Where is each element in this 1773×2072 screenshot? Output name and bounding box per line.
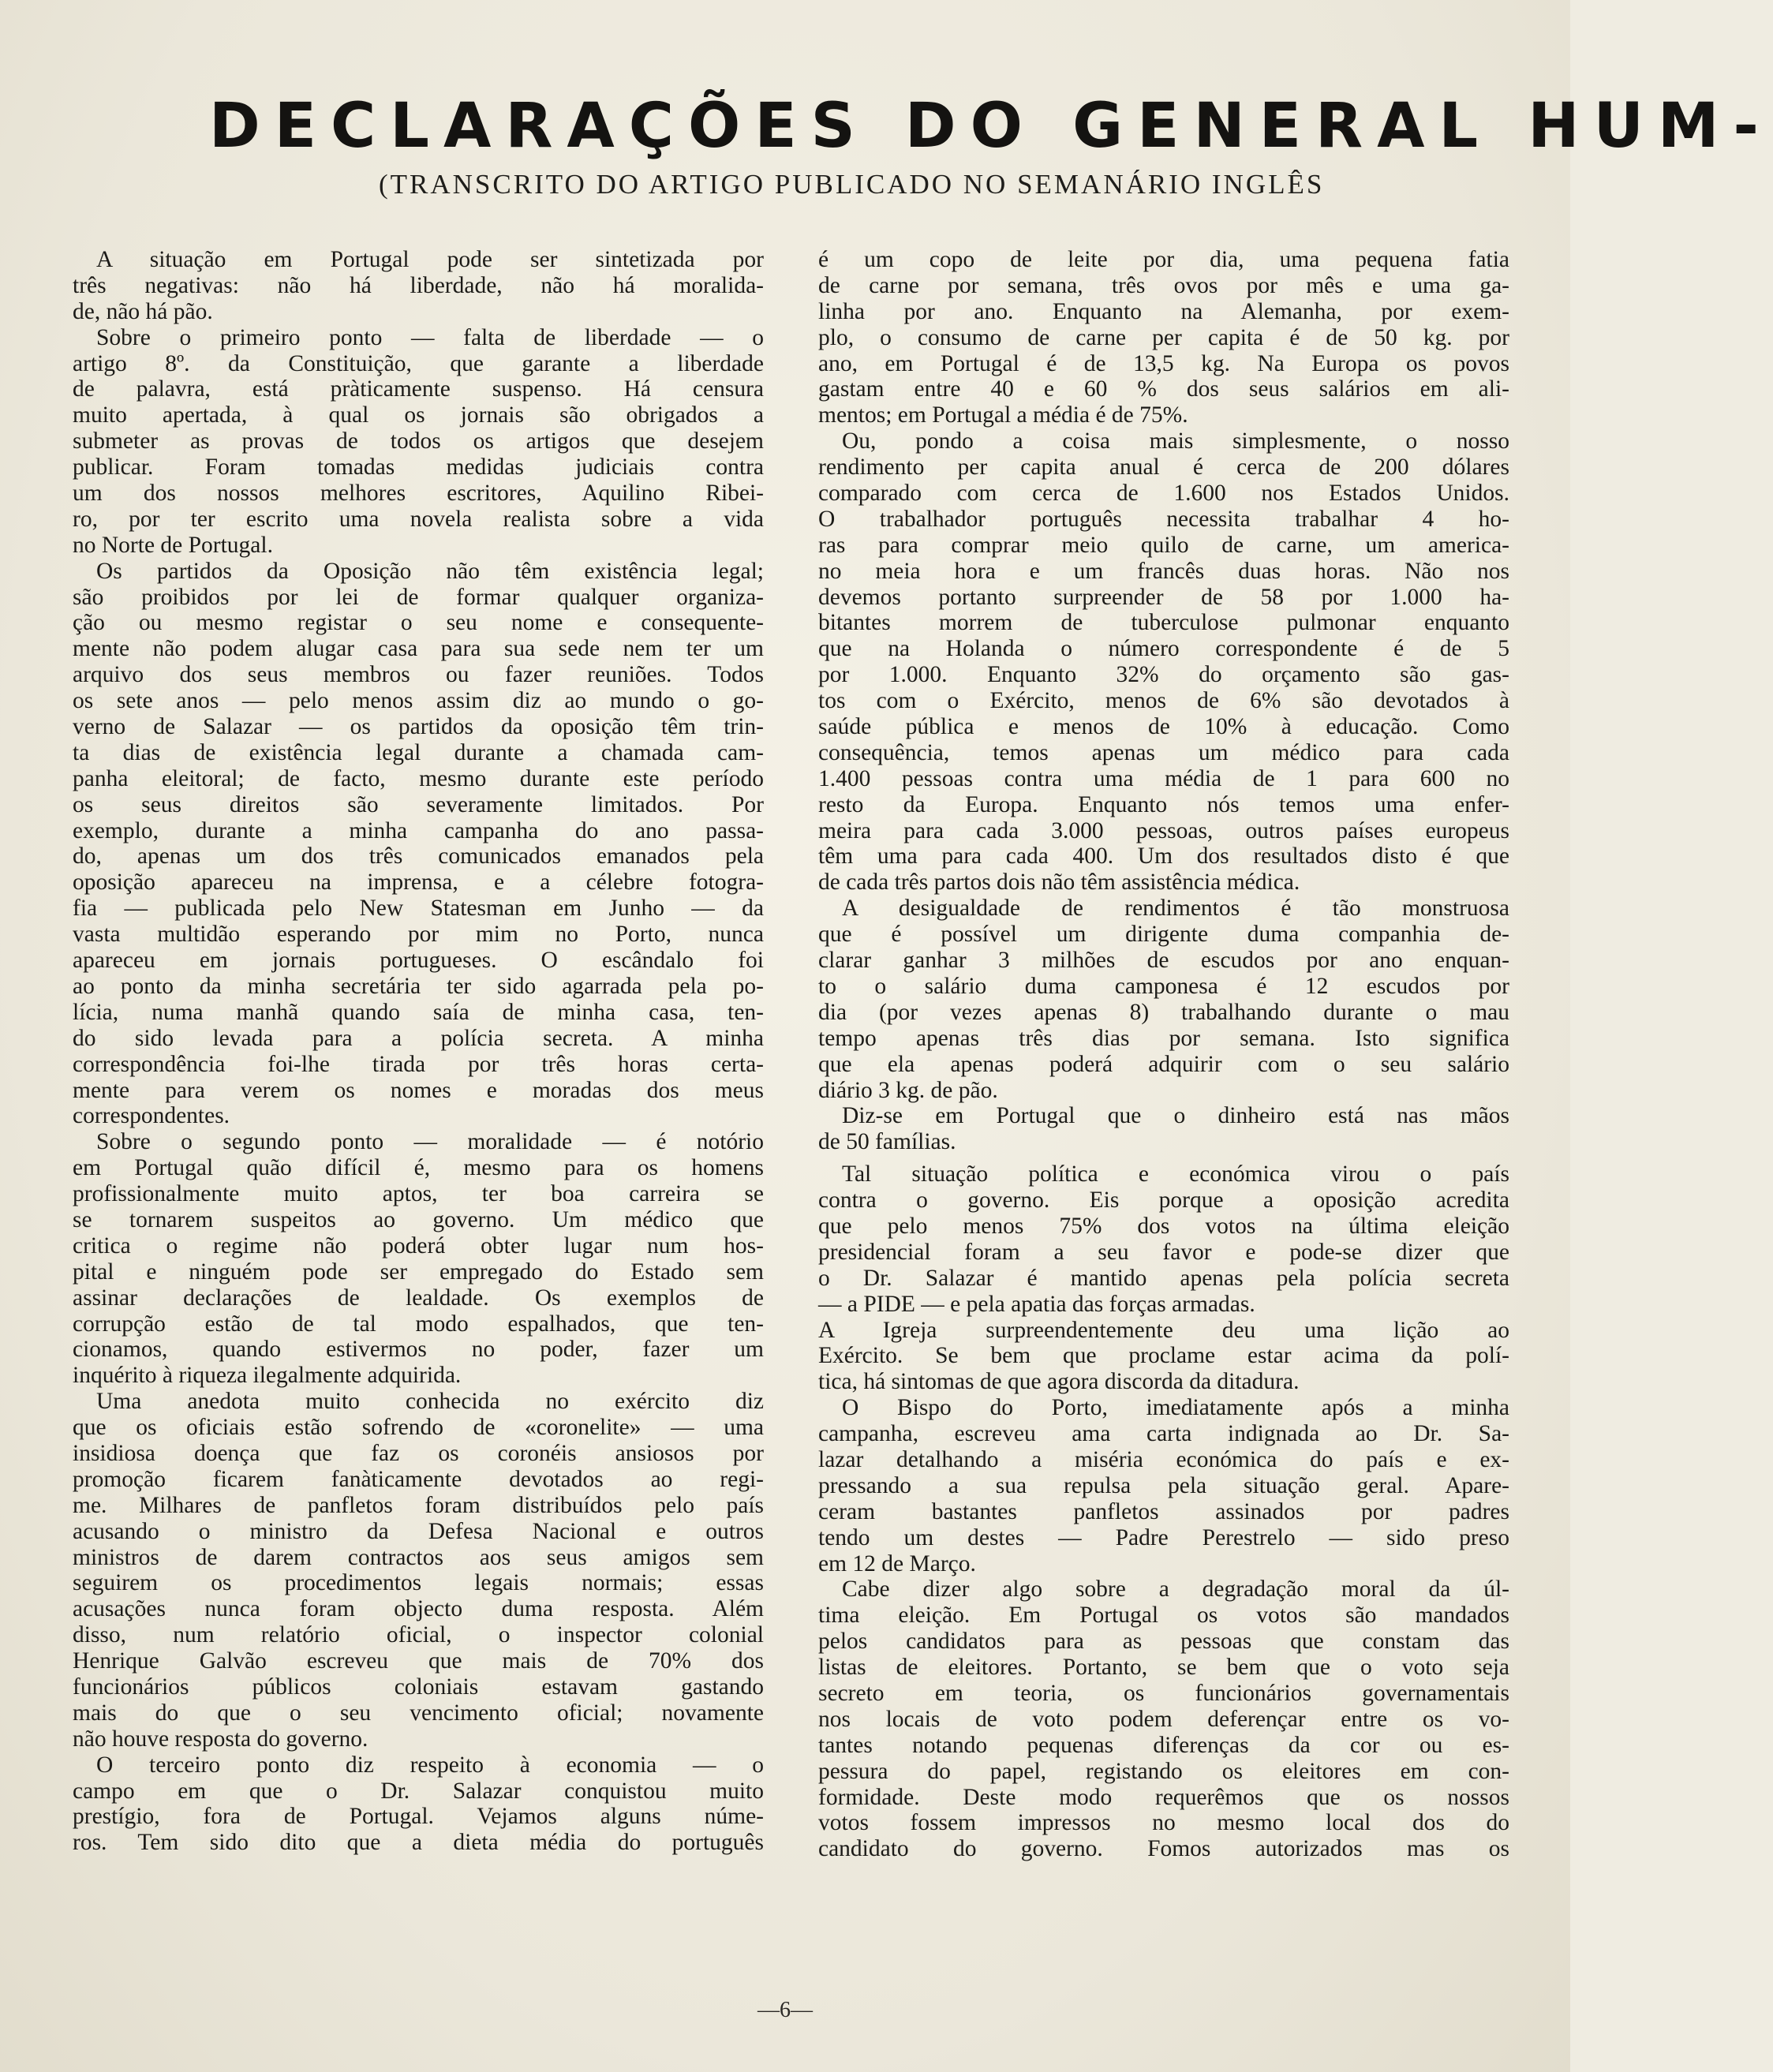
text-line: que pelo menos 75% dos votos na última eleição [818, 1213, 1509, 1239]
text-line: submeter as provas de todos os artigos que desejem [73, 428, 764, 454]
text-line: ras para comprar meio quilo de carne, um america- [818, 532, 1509, 558]
text-line: lazar detalhando a miséria económica do país e ex- [818, 1446, 1509, 1472]
text-line: em 12 de Março. [818, 1550, 976, 1576]
text-line: diário 3 kg. de pão. [818, 1077, 998, 1103]
text-line: não houve resposta do governo. [73, 1726, 368, 1752]
text-line: A situação em Portugal pode ser sintetizada por [96, 247, 764, 272]
text-line: mais do que o seu vencimento oficial; novamente [73, 1700, 764, 1726]
text-line: resto da Europa. Enquanto nós temos uma enfer- [818, 791, 1509, 817]
text-line: no Norte de Portugal. [73, 532, 273, 558]
text-line: oposição apareceu na imprensa, e a célebre fotogra- [73, 870, 764, 896]
text-line: muito apertada, à qual os jornais são obrigados a [73, 402, 764, 428]
text-line: um dos nossos melhores escritores, Aquilino Ribei- [73, 481, 764, 507]
text-line: bitantes morrem de tuberculose pulmonar enquanto [818, 610, 1509, 636]
text-line: devemos portanto surpreender de 58 por 1.000 ha- [818, 584, 1509, 610]
text-line: corrupção estão de tal modo espalhados, que ten- [73, 1311, 764, 1337]
text-line: profissionalmente muito aptos, ter boa carreira se [73, 1181, 764, 1207]
text-line: de carne por semana, três ovos por mês e uma ga- [818, 272, 1509, 298]
left-column [73, 247, 764, 1856]
text-line: mentos; em Portugal a média é de 75%. [818, 402, 1188, 428]
text-line: que é possível um dirigente duma companhia de- [818, 922, 1509, 948]
text-line: ao ponto da minha secretária ter sido agarrada pela po- [73, 973, 764, 999]
text-line: têm uma para cada 400. Um dos resultados disto é que [818, 843, 1509, 870]
text-line: são proibidos por lei de formar qualquer organiza- [73, 584, 764, 610]
text-line: de cada três partos dois não têm assistência médica. [818, 870, 1300, 896]
text-line: nos locais de voto podem deferençar entre os vo- [818, 1706, 1509, 1732]
text-line: é um copo de leite por dia, uma pequena fatia [818, 247, 1509, 272]
text-line: assinar declarações de lealdade. Os exemplos de [73, 1285, 764, 1311]
text-line: tos com o Exército, menos de 6% são devotados à [818, 688, 1509, 714]
text-line: insidiosa doença que faz os coronéis ansiosos por [73, 1440, 764, 1466]
text-line: acusações nunca foram objecto duma resposta. Além [73, 1596, 764, 1622]
text-line: tica, há sintomas de que agora discorda da ditadura. [818, 1369, 1300, 1395]
text-line: consequência, temos apenas um médico para cada [818, 739, 1509, 765]
text-line: comparado com cerca de 1.600 nos Estados Unidos. [818, 481, 1509, 507]
text-line: campo em que o Dr. Salazar conquistou muito [73, 1778, 764, 1804]
text-line: listas de eleitores. Portanto, se bem que o voto seja [818, 1655, 1509, 1681]
text-line: pital e ninguém pode ser empregado do Estado sem [73, 1259, 764, 1285]
text-line: critica o regime não poderá obter lugar num hos- [73, 1232, 764, 1259]
text-line: tempo apenas três dias por semana. Isto significa [818, 1025, 1509, 1051]
text-line: por 1.000. Enquanto 32% do orçamento são gas- [818, 662, 1509, 688]
text-line: mente para verem os nomes e moradas dos meus [73, 1077, 764, 1103]
text-line: acusando o ministro da Defesa Nacional e outros [73, 1518, 764, 1544]
text-line: que ela apenas poderá adquirir com o seu salário [818, 1051, 1509, 1077]
text-line: Sobre o primeiro ponto — falta de liberdade — o [96, 324, 764, 350]
text-line: Diz-se em Portugal que o dinheiro está nas mãos [842, 1103, 1509, 1129]
text-line: — a PIDE — e pela apatia das forças armadas. [818, 1291, 1255, 1317]
text-line: inquérito à riqueza ilegalmente adquirida. [73, 1363, 462, 1389]
text-line: panha eleitoral; de facto, mesmo durante este período [73, 765, 764, 791]
text-line: Ou, pondo a coisa mais simplesmente, o nosso [842, 428, 1509, 454]
text-line: fia — publicada pelo New Statesman em Junho — da [73, 896, 764, 922]
text-line: Uma anedota muito conhecida no exército diz [96, 1389, 764, 1415]
text-line: apareceu em jornais portugueses. O escândalo foi [73, 948, 764, 974]
text-line: ceram bastantes panfletos assinados por padres [818, 1498, 1509, 1524]
text-line: do, apenas um dos três comunicados emanados pela [73, 843, 764, 870]
text-line: promoção ficarem fanàticamente devotados ao regi- [73, 1466, 764, 1492]
text-line: Cabe dizer algo sobre a degradação moral da úl- [842, 1576, 1509, 1603]
text-line: O terceiro ponto diz respeito à economia — o [96, 1752, 764, 1778]
text-line: Os partidos da Oposição não têm existência legal; [96, 558, 764, 584]
text-line: tendo um destes — Padre Perestrelo — sido preso [818, 1524, 1509, 1550]
text-line: seguirem os procedimentos legais normais; essas [73, 1570, 764, 1596]
text-line: Sobre o segundo ponto — moralidade — é notório [96, 1129, 764, 1155]
text-line: O trabalhador português necessita trabalhar 4 ho- [818, 506, 1509, 532]
text-line: que os oficiais estão sofrendo de «coronelite» — uma [73, 1415, 764, 1441]
text-line: mente não podem alugar casa para sua sede nem ter um [73, 636, 764, 662]
text-line: ro, por ter escrito uma novela realista sobre a vida [73, 506, 764, 532]
text-line: três negativas: não há liberdade, não há moralida- [73, 272, 764, 298]
text-line: funcionários públicos coloniais estavam gastando [73, 1674, 764, 1700]
text-line: de, não há pão. [73, 298, 213, 324]
text-line: dia (por vezes apenas 8) trabalhando durante o mau [818, 999, 1509, 1025]
text-line: no meia hora e um francês duas horas. Não nos [818, 558, 1509, 584]
text-line: verno de Salazar — os partidos da oposição têm trin- [73, 714, 764, 740]
text-line: Exército. Se bem que proclame estar acima da polí- [818, 1343, 1509, 1369]
text-line: correspondentes. [73, 1103, 230, 1129]
text-line: formidade. Deste modo requerêmos que os nossos [818, 1784, 1509, 1810]
text-line: plo, o consumo de carne per capita é de 50 kg. por [818, 324, 1509, 350]
text-line: 1.400 pessoas contra uma média de 1 para 600 no [818, 765, 1509, 791]
text-line: publicar. Foram tomadas medidas judiciais contra [73, 454, 764, 481]
text-line: clarar ganhar 3 milhões de escudos por ano enquan- [818, 948, 1509, 974]
text-line: to o salário duma camponesa é 12 escudos por [818, 973, 1509, 999]
text-line: tima eleição. Em Portugal os votos são mandados [818, 1603, 1509, 1629]
text-line: rendimento per capita anual é cerca de 200 dólares [818, 454, 1509, 481]
text-line: linha por ano. Enquanto na Alemanha, por exem- [818, 298, 1509, 324]
text-line: presidencial foram a seu favor e pode-se dizer que [818, 1239, 1509, 1265]
text-line: pessura do papel, registando os eleitores em con- [818, 1758, 1509, 1784]
text-line: A desigualdade de rendimentos é tão monstruosa [842, 896, 1509, 922]
text-line: ção ou mesmo registar o seu nome e consequente- [73, 610, 764, 636]
right-column [818, 247, 1509, 1862]
text-line: candidato do governo. Fomos autorizados mas os [818, 1836, 1509, 1862]
text-line: votos fossem impressos no mesmo local dos do [818, 1810, 1509, 1836]
page-number: —6— [757, 1998, 813, 2022]
text-line: arquivo dos seus membros ou fazer reuniões. Todos [73, 662, 764, 688]
text-line: os seus direitos são severamente limitados. Por [73, 791, 764, 817]
text-line: se tornarem suspeitos ao governo. Um médico que [73, 1206, 764, 1232]
text-line: Tal situação política e económica virou o país [842, 1161, 1509, 1187]
subtitle: (TRANSCRITO DO ARTIGO PUBLICADO NO SEMANÁRIO INGLÊS [379, 169, 1325, 200]
text-line: ta dias de existência legal durante a chamada cam- [73, 739, 764, 765]
text-line: artigo 8º. da Constituição, que garante a liberdade [73, 350, 764, 376]
text-line: secreto em teoria, os funcionários governamentais [818, 1680, 1509, 1706]
text-line: disso, num relatório oficial, o inspector colonial [73, 1622, 764, 1648]
text-line: prestígio, fora de Portugal. Vejamos alguns núme- [73, 1804, 764, 1830]
text-line: me. Milhares de panfletos foram distribuídos pelo país [73, 1492, 764, 1518]
text-line: Henrique Galvão escreveu que mais de 70% dos [73, 1648, 764, 1674]
text-line: vasta multidão esperando por mim no Porto, nunca [73, 922, 764, 948]
text-line: ano, em Portugal é de 13,5 kg. Na Europa os povos [818, 350, 1509, 376]
text-line: de palavra, está pràticamente suspenso. Há censura [73, 376, 764, 402]
text-line: pelos candidatos para as pessoas que constam das [818, 1629, 1509, 1655]
text-line: pressando a sua repulsa pela situação geral. Apare- [818, 1472, 1509, 1498]
text-line: contra o governo. Eis porque a oposição acredita [818, 1187, 1509, 1214]
text-line: correspondência foi-lhe tirada por três horas certa- [73, 1051, 764, 1077]
text-line: O Bispo do Porto, imediatamente após a minha [842, 1395, 1509, 1421]
text-line: lícia, numa manhã quando saía de minha casa, ten- [73, 999, 764, 1025]
text-line: do sido levada para a polícia secreta. A minha [73, 1025, 764, 1051]
text-line: de 50 famílias. [818, 1129, 956, 1155]
headline: DECLARAÇÕES DO GENERAL HUM- [209, 91, 1773, 162]
text-line: meira para cada 3.000 pessoas, outros países europeus [818, 817, 1509, 843]
text-line: exemplo, durante a minha campanha do ano passa- [73, 817, 764, 843]
text-line: os sete anos — pelo menos assim diz ao mundo o go- [73, 688, 764, 714]
text-line: tantes notando pequenas diferenças da cor ou es- [818, 1732, 1509, 1758]
text-line: campanha, escreveu ama carta indignada ao Dr. Sa- [818, 1421, 1509, 1447]
text-line: em Portugal quão difícil é, mesmo para os homens [73, 1155, 764, 1181]
text-line: gastam entre 40 e 60 % dos seus salários em ali- [818, 376, 1509, 402]
text-line: A Igreja surpreendentemente deu uma lição ao [818, 1317, 1509, 1343]
text-line: ros. Tem sido dito que a dieta média do português [73, 1830, 764, 1856]
text-line: ministros de darem contractos aos seus amigos sem [73, 1544, 764, 1570]
text-line: que na Holanda o número correspondente é de 5 [818, 636, 1509, 662]
text-line: o Dr. Salazar é mantido apenas pela polícia secreta [818, 1265, 1509, 1291]
text-line: cionamos, quando estivermos no poder, fazer um [73, 1337, 764, 1363]
text-line: saúde pública e menos de 10% à educação. Como [818, 714, 1509, 740]
